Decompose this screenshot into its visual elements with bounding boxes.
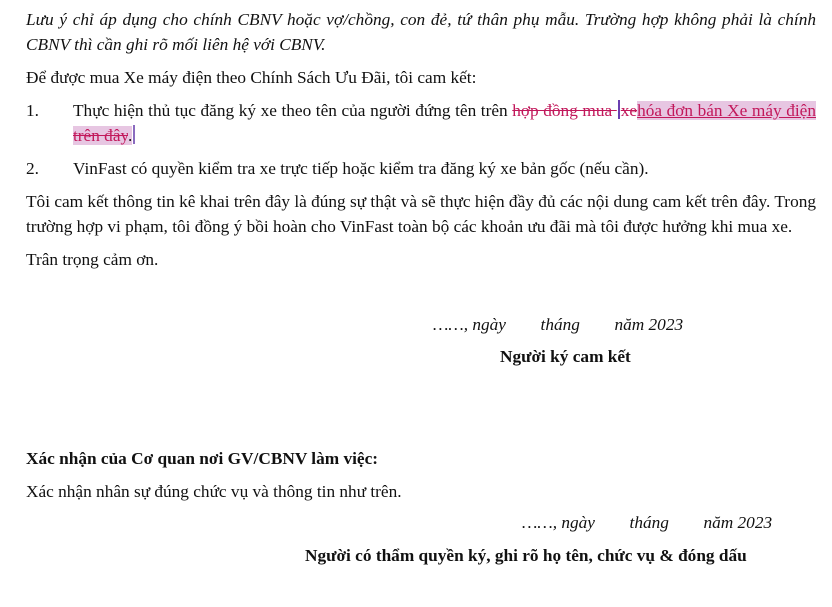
note-paragraph: Lưu ý chỉ áp dụng cho chính CBNV hoặc vợ/chồng, con đẻ, tứ thân phụ mẫu. Trường hợp không phải là chính CBNV thì cần ghi rõ mối liên hệ với CBNV. (26, 10, 816, 54)
date-line-2: ……, ngày tháng năm 2023 (522, 513, 773, 532)
list-item-1 (26, 98, 816, 148)
list-item-2 (26, 156, 816, 181)
text-cursor (618, 100, 620, 119)
tracked-deletion-3: trên đây (73, 126, 129, 145)
list-number-1: 1. (26, 101, 39, 120)
intro-paragraph: Để được mua Xe máy điện theo Chính Sách Ưu Đãi, tôi cam kết: (26, 68, 477, 87)
item1-text-after: . (128, 126, 133, 145)
item2-text: VinFast có quyền kiểm tra xe trực tiếp hoặc kiểm tra đăng ký xe bản gốc (nếu cần). (73, 159, 649, 178)
list-number-2: 2. (26, 159, 39, 178)
closing-text: Trân trọng cảm ơn. (26, 250, 159, 269)
confirm-heading: Xác nhận của Cơ quan nơi GV/CBNV làm việc: (26, 449, 379, 468)
commit-paragraph: Tôi cam kết thông tin kê khai trên đây là đúng sự thật và sẽ thực hiện đầy đủ các nội dung cam kết trên đây. Trong trường hợp vi phạm, tôi đồng ý bồi hoàn cho VinFast toàn bộ các khoản ưu đãi mà tôi được hưởng khi mua xe. (26, 192, 816, 236)
document-body (26, 7, 816, 272)
tracked-deletion-2: xe (620, 101, 638, 120)
tracked-deletion-1: hợp đồng mua (512, 101, 617, 120)
confirm-text: Xác nhận nhân sự đúng chức vụ và thông tin như trên. (26, 482, 402, 501)
date-line-1: ……, ngày tháng năm 2023 (433, 315, 684, 334)
item1-text-before: Thực hiện thủ tục đăng ký xe theo tên của người đứng tên trên (73, 101, 513, 120)
text-cursor-end (133, 125, 135, 144)
signer-title-1: Người ký cam kết (500, 347, 631, 366)
signer-title-2: Người có thẩm quyền ký, ghi rõ họ tên, chức vụ & đóng dấu (305, 546, 747, 565)
tracked-insertion-1: hóa đơn bán Xe máy điện (637, 101, 816, 120)
